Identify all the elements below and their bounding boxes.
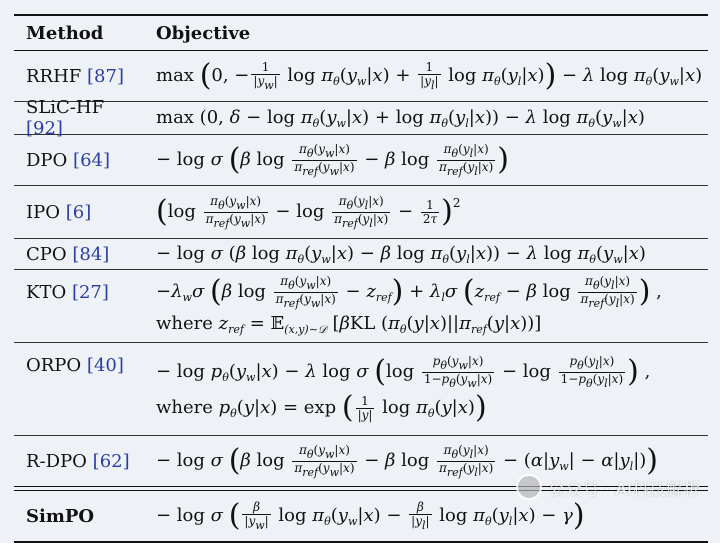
method-name: KTO [27]: [26, 282, 109, 303]
watermark-text: 公众号 · AI科技解析: [548, 479, 700, 500]
citation[interactable]: [40]: [86, 355, 124, 376]
method-name: SimPO: [26, 505, 95, 527]
objective-formula: − log σ (β log $\frac{\pi_\theta(y_w|x)}{\pi_{ref}(y_w|x)}$ − β log $\frac{\pi_\theta(y_l|x)}{\pi_{ref}(y_l|x)}$ − $(\alpha|y_w| - \alpha|y_l|)$): [156, 442, 658, 479]
watermark: [516, 474, 700, 500]
row-ipo: [14, 186, 708, 238]
method-name: RRHF [87]: [26, 65, 124, 87]
citation[interactable]: [6]: [65, 201, 92, 223]
objective-formula: − $\log p_\theta(y_w|x) - \lambda$ log σ (log $\frac{p_\theta(y_w|x)}{1-p_\theta(y_w|x)}$ − log $\frac{p_\theta(y_l|x)}{1-p_\theta(y_l|x)}$ ) , where $p_\theta(y|x) = \exp$ ( $\frac{1}{|y|}$ $\log \pi_\theta(y|x)$): [156, 353, 651, 426]
method-name: R-DPO [62]: [26, 450, 130, 472]
row-cpo: [14, 239, 708, 269]
row-slic-hf: [14, 97, 708, 139]
header-row: [14, 16, 708, 50]
citation[interactable]: [84]: [72, 243, 110, 265]
citation[interactable]: [87]: [87, 65, 124, 87]
objective-formula: (log $\frac{\pi_\theta(y_w|x)}{\pi_{ref}(y_w|x)}$ − log $\frac{\pi_\theta(y_l|x)}{\pi_{ref}(y_l|x)}$ − $\frac{1}{2\tau}$ )$^2$: [156, 193, 461, 230]
citation[interactable]: [62]: [92, 450, 130, 472]
citation[interactable]: [92]: [26, 118, 63, 139]
objective-formula: max (0, − $\frac{1}{|y_w|}$ $\log \pi_\theta(y_w|x)$ + $\frac{1}{|y_l|}$ $\log \pi_\theta(y_l|x)) - \lambda$ $\log \pi_\theta(y_w|x)$: [156, 57, 703, 93]
row-kto: [14, 270, 708, 342]
row-dpo: [14, 135, 708, 185]
method-name: DPO [64]: [26, 149, 110, 171]
method-name: CPO [84]: [26, 243, 110, 265]
objective-formula: $-\lambda_w\sigma$ (β log $\frac{\pi_\theta(y_w|x)}{\pi_{ref}(y_w|x)}$ − $z_{ref}) + \lambda_l\sigma$ ($z_{ref} - \beta$ log $\frac{\pi_\theta(y_l|x)}{\pi_{ref}(y_l|x)}$ ) , where $z_{ref}$ = 𝔼$_{(x,y)\sim 𝒟}$ [βKL $(\pi_\theta(y|x)||\pi_{ref}(y|x))$]: [156, 273, 662, 337]
method-name: IPO [6]: [26, 201, 92, 223]
citation[interactable]: [27]: [71, 282, 109, 303]
objective-formula: − log σ (β $\log \pi_\theta(y_w|x) - \beta$ $\log \pi_\theta(y_l|x)) - \lambda$ $\log \pi_\theta(y_w|x)$: [156, 242, 646, 266]
header-method: Method: [26, 22, 104, 44]
objectives-table: [14, 14, 708, 543]
method-name: ORPO [40]: [26, 355, 124, 376]
method-name: SLiC-HF [92]: [26, 97, 105, 139]
citation[interactable]: [64]: [73, 149, 110, 171]
objective-formula: − log σ ( $\frac{\beta}{|y_w|}$ $\log \pi_\theta(y_w|x)$ − $\frac{\beta}{|y_l|}$ $\log \pi_\theta(y_l|x) - \gamma$): [156, 497, 585, 533]
objective-formula: − log σ (β log $\frac{\pi_\theta(y_w|x)}{\pi_{ref}(y_w|x)}$ − β log $\frac{\pi_\theta(y_l|x)}{\pi_{ref}(y_l|x)}$ ): [156, 141, 509, 178]
objective-formula: max (0, $\delta - \log \pi_\theta(y_w|x) + \log \pi_\theta(y_l|x)) - \lambda$ $\log \pi_\theta(y_w|x)$: [156, 106, 645, 130]
row-rrhf: [14, 51, 708, 101]
wechat-logo-icon: [516, 474, 542, 500]
header-objective: Objective: [156, 22, 251, 44]
row-orpo: [14, 343, 708, 435]
